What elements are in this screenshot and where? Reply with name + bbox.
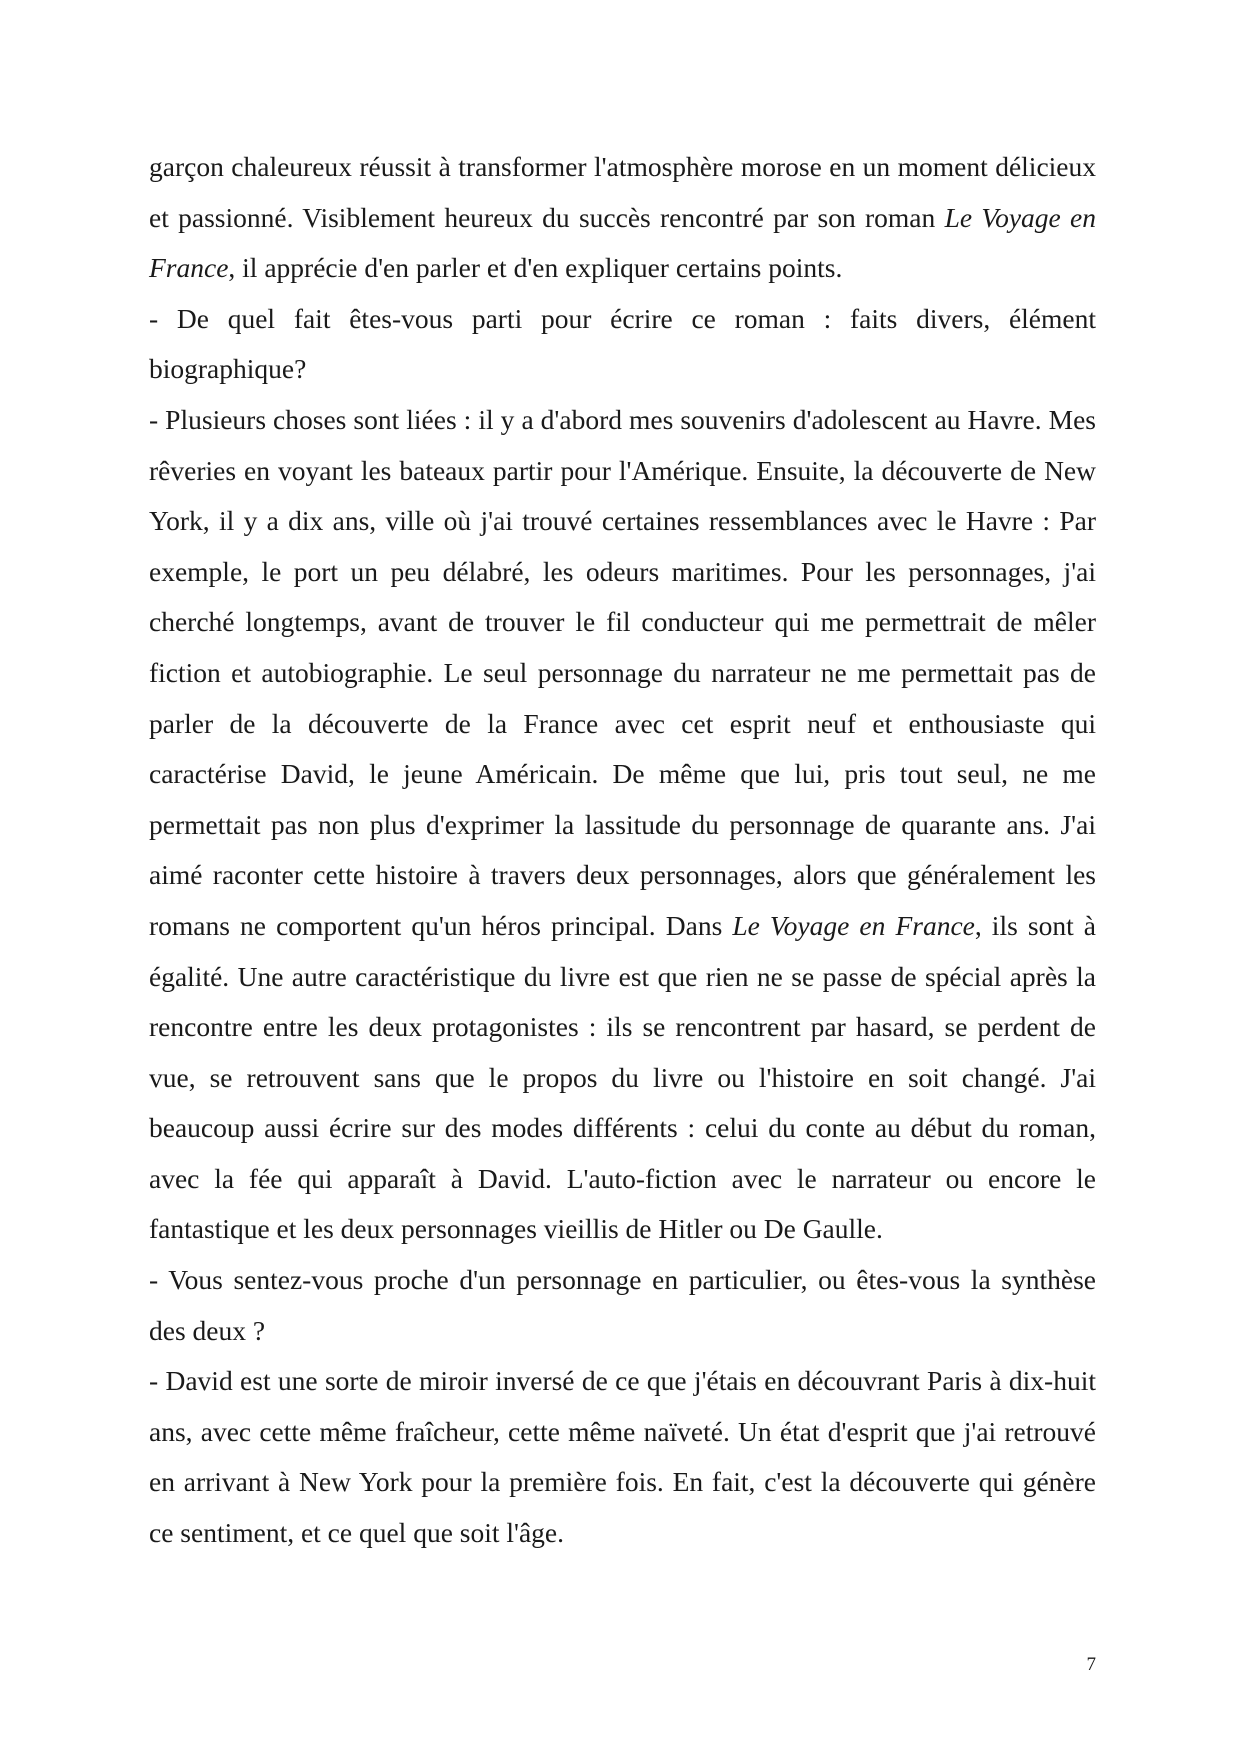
body-text — [149, 142, 1096, 1559]
text-segment: - Plusieurs choses sont liées : il y a d'abord mes souvenirs d'adolescent au Havre. Mes rêveries en voyant les bateaux partir pour l'Amérique. Ensuite, la découverte de New York, il y a dix ans, ville où j'ai trouvé certaines ressemblances avec le Havre : Par exemple, le port un peu délabré, les odeurs maritimes. Pour les personnages, j'ai cherché longtemps, avant de trouver le fil conducteur qui me permettrait de mêler fiction et autobiographie. Le seul personnage du narrateur ne me permettait pas de parler de la découverte de la France avec cet esprit neuf et enthousiaste qui caractérise David, le jeune Américain. De même que lui, pris tout seul, ne me permettait pas non plus d'exprimer la lassitude du personnage de quarante ans. J'ai aimé raconter cette histoire à travers deux personnages, alors que généralement les romans ne comportent qu'un héros principal. Dans — [149, 403, 1096, 941]
paragraph-answer-1 — [149, 395, 1096, 1255]
text-segment: garçon chaleureux réussit à transformer l'atmosphère morose en un moment délicieux et passionné. Visiblement heureux du succès rencontré par son roman — [149, 151, 1096, 233]
paragraph-answer-2 — [149, 1356, 1096, 1558]
page-number: 7 — [1086, 1654, 1096, 1675]
paragraph-question-1 — [149, 294, 1096, 395]
book-title-italic: Le Voyage en France — [149, 201, 1097, 284]
paragraph-intro — [149, 142, 1096, 294]
book-title-italic: Le Voyage en France — [732, 909, 975, 941]
text-segment: - David est une sorte de miroir inversé de ce que j'étais en découvrant Paris à dix-huit ans, avec cette même fraîcheur, cette même naïveté. Un état d'esprit que j'ai retrouvé en arrivant à New York pour la première fois. En fait, c'est la découverte qui génère ce sentiment, et ce quel que soit l'âge. — [149, 1365, 1096, 1549]
paragraph-question-2 — [149, 1255, 1096, 1356]
text-segment: - De quel fait êtes-vous parti pour écrire ce roman : faits divers, élément biographique? — [149, 302, 1096, 385]
text-segment: - Vous sentez-vous proche d'un personnage en particulier, ou êtes-vous la synthèse des deux ? — [149, 1264, 1096, 1346]
text-segment: , il apprécie d'en parler et d'en expliquer certains points. — [228, 252, 843, 284]
text-segment: , ils sont à égalité. Une autre caractéristique du livre est que rien ne se passe de spécial après la rencontre entre les deux protagonistes : ils se rencontrent par hasard, se perdent de vue, se retrouvent sans que le propos du livre ou l'histoire en soit changé. J'ai beaucoup aussi écrire sur des modes différents : celui du conte au début du roman, avec la fée qui apparaît à David. L'auto-fiction avec le narrateur ou encore le fantastique et les deux personnages vieillis de Hitler ou De Gaulle. — [149, 909, 1096, 1245]
